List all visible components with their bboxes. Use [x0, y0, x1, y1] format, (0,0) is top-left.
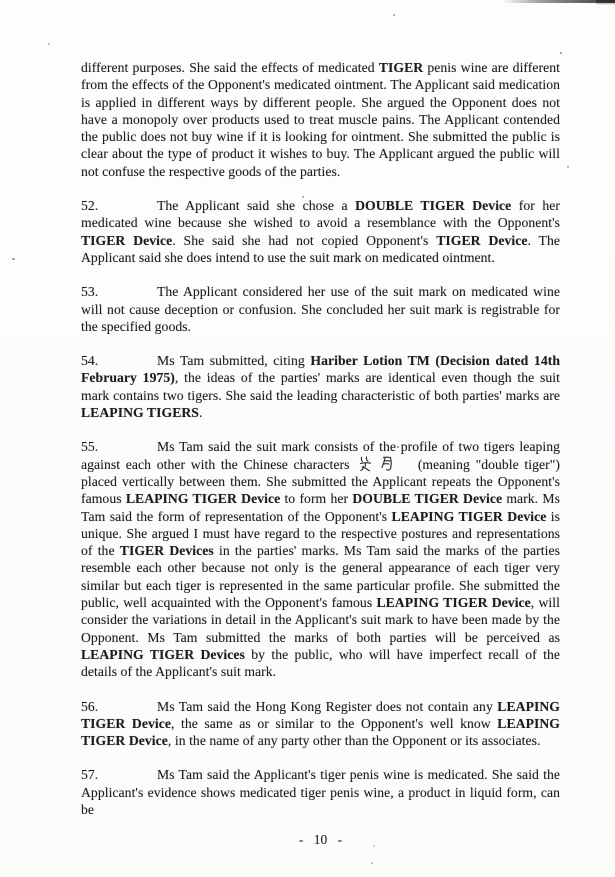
text-run: Ms Tam submitted, citing	[157, 353, 311, 369]
text-run: , the ideas of the parties' marks are identical even though the suit mark contains two tigers. She said the leading characteristic of both parties' marks are	[81, 370, 560, 403]
bold-text-run: LEAPING TIGER Device	[81, 698, 560, 731]
page-number: - 10 -	[298, 832, 343, 847]
paragraph-number: 53.	[81, 284, 99, 300]
text-run: to form her	[280, 491, 353, 507]
chinese-characters-double-tiger	[358, 457, 400, 472]
text-run: for her medicated wine because she wished to avoid a resemblance with the Opponent's	[81, 198, 560, 231]
paragraph	[81, 766, 560, 818]
paragraph-number: 54.	[81, 353, 99, 369]
scan-speck	[393, 14, 395, 16]
bold-text-run: LEAPING TIGER Device	[376, 595, 531, 611]
text-run: penis wine are different from the effects of the Opponent's medicated ointment. The Applicant said medication is applied in different ways by different people. She argued the Opponent does not have a monopoly over products used to treat muscle pains. The Applicant contended the public does not buy wine if it is looking for ointment. She submitted the public is clear about the type of product it wishes to buy. The Applicant argued the public will not confuse the respective goods of the parties.	[81, 60, 561, 179]
text-run: , the same as or similar to the Opponent's well know	[170, 715, 498, 731]
paragraph	[81, 283, 560, 335]
text-run: . The Applicant said she does intend to use the suit mark on medicated ointment.	[81, 232, 560, 265]
scan-speck	[371, 862, 373, 864]
text-run: The Applicant considered her use of the suit mark on medicated wine will not cause deception or confusion. She concluded her suit mark is registrable for the specified goods.	[81, 284, 560, 334]
bold-text-run: LEAPING TIGER Device	[125, 491, 281, 507]
bold-text-run: Hariber Lotion TM (Decision dated 14th February 1975)	[81, 353, 560, 386]
text-run: in the parties' marks. Ms Tam said the marks of the parties resemble each other because not only is the general appearance of each tiger very similar but each tiger is represented in the same particular profile. She submitted the public, well acquainted with the Opponent's famous	[81, 543, 560, 611]
text-run: (meaning "double tiger") placed vertically between them. She submitted the Applicant repeats the Opponent's famous	[81, 456, 560, 507]
text-run: Ms Tam said the suit mark consists of the profile of two tigers leaping against each other with the Chinese characters	[81, 439, 560, 472]
bold-text-run: LEAPING TIGER Device	[391, 508, 547, 524]
scan-corner-artifact	[596, 0, 615, 5]
scan-speck	[12, 258, 15, 260]
document-body	[81, 59, 560, 835]
text-run: The Applicant said she chose a	[157, 198, 356, 214]
bold-text-run: DOUBLE TIGER Device	[355, 198, 512, 214]
text-run: different purposes. She said the effects of medicated	[81, 60, 379, 75]
paragraph-number: 56.	[81, 698, 99, 714]
bold-text-run: TIGER	[378, 60, 424, 75]
text-run: .	[198, 405, 203, 421]
paragraph	[81, 438, 560, 680]
bold-text-run: LEAPING TIGER Device	[81, 715, 560, 749]
text-run: Ms Tam said the Hong Kong Register does not contain any	[157, 698, 498, 714]
paragraph-number: 57.	[81, 767, 99, 783]
bold-text-run: LEAPING TIGER Devices	[81, 646, 245, 662]
paragraph	[81, 698, 560, 750]
scan-speck	[48, 43, 50, 45]
bold-text-run: DOUBLE TIGER Device	[352, 491, 503, 507]
bold-text-run: TIGER Device	[436, 232, 528, 248]
text-run: , in the name of any party other than the Opponent or its associates.	[167, 733, 541, 749]
paragraph	[81, 197, 560, 266]
paragraph-list	[81, 59, 560, 818]
paragraph	[81, 352, 560, 421]
text-run: by the public, who will have imperfect recall of the details of the Applicant's suit mark.	[81, 646, 560, 680]
paragraph-number: 52.	[81, 198, 99, 214]
text-run: . She said she had not copied Opponent's	[172, 232, 437, 248]
text-run: , will consider the variations in detail in the Applicant's suit mark to have been made by the Opponent. Ms Tam submitted the marks of both parties will be perceived as	[81, 595, 560, 645]
scan-speck	[567, 166, 569, 168]
paragraph	[81, 59, 560, 180]
scan-speck	[560, 52, 562, 54]
text-run: mark. Ms Tam said the form of representation of the Opponent's	[81, 491, 560, 524]
paragraph-number: 55.	[81, 439, 99, 455]
bold-text-run: LEAPING TIGERS	[81, 405, 199, 421]
bold-text-run: TIGER Device	[81, 232, 173, 248]
text-run: Ms Tam said the Applicant's tiger penis wine is medicated. She said the Applicant's evidence shows medicated tiger penis wine, a product in liquid form, can be	[81, 767, 560, 817]
bold-text-run: TIGER Devices	[119, 543, 214, 559]
text-run: is unique. She argued I must have regard to the respective postures and representations of the	[81, 508, 560, 559]
